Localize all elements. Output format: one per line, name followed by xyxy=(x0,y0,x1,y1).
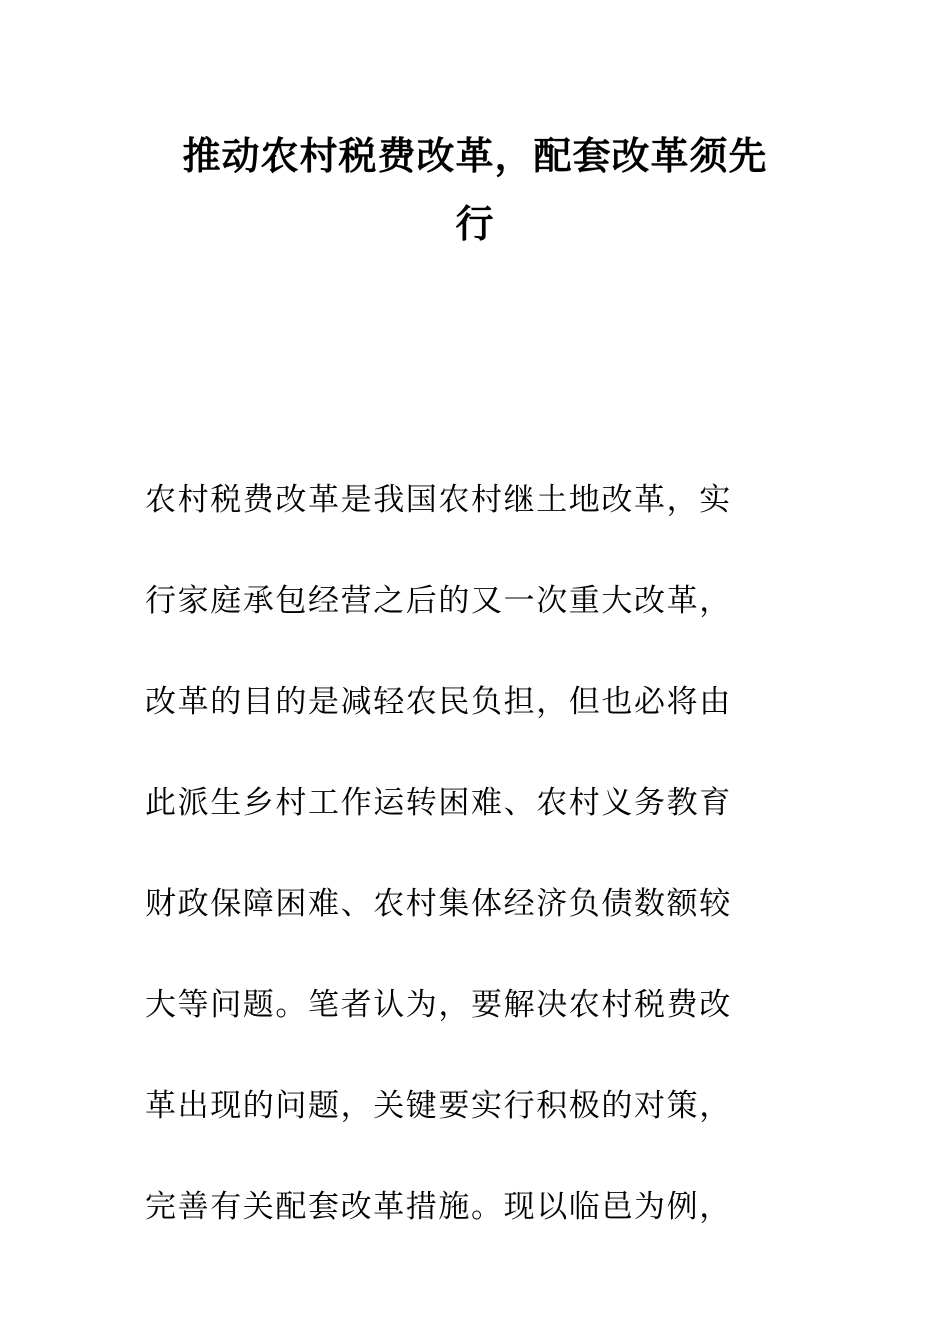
body-line-8: 完善有关配套改革措施。现以临邑为例， xyxy=(145,1189,732,1225)
body-paragraph xyxy=(145,464,805,1272)
title-line-1: 推动农村税费改革，配套改革须先 xyxy=(182,134,768,178)
body-line-2: 行家庭承包经营之后的又一次重大改革， xyxy=(145,583,732,619)
document-title xyxy=(150,122,800,258)
body-line-3: 改革的目的是减轻农民负担，但也必将由 xyxy=(145,684,732,720)
title-line-2: 行 xyxy=(455,202,495,246)
body-line-4: 此派生乡村工作运转困难、农村义务教育 xyxy=(145,785,732,821)
body-line-5: 财政保障困难、农村集体经济负债数额较 xyxy=(145,886,732,922)
body-line-6: 大等问题。笔者认为，要解决农村税费改 xyxy=(145,987,732,1023)
body-line-1: 农村税费改革是我国农村继土地改革，实 xyxy=(145,482,732,518)
body-line-7: 革出现的问题，关键要实行积极的对策， xyxy=(145,1088,732,1124)
